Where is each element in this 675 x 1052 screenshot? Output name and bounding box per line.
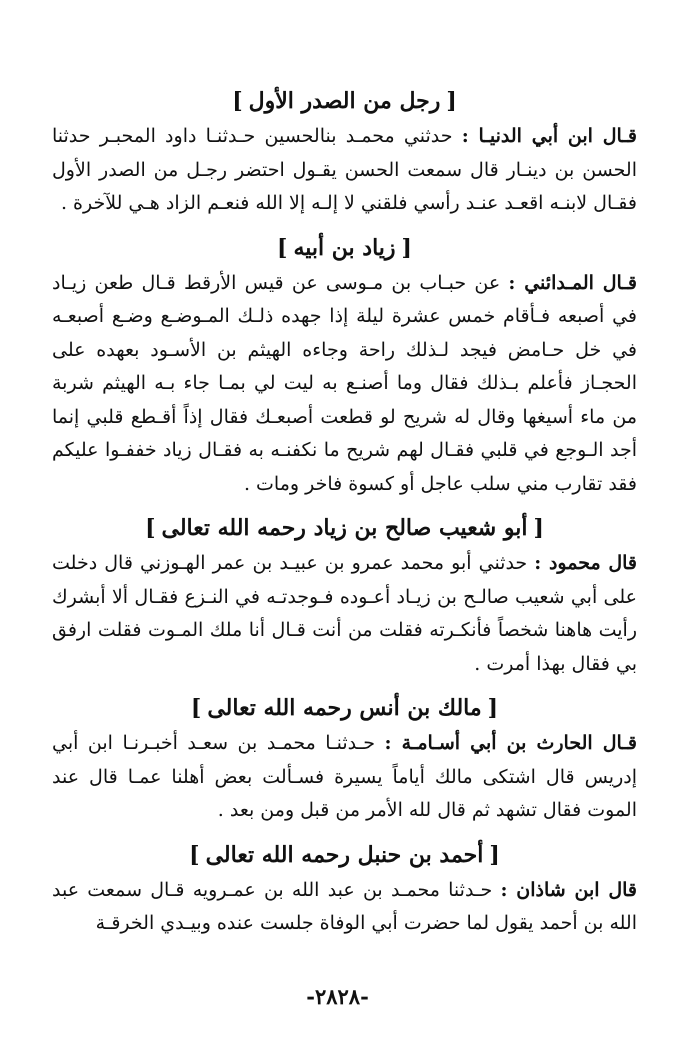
- section-heading: [أبو شعيب صالح بن زياد رحمه الله تعالى]: [145, 515, 544, 541]
- footer-dash-left: -: [306, 984, 315, 1009]
- section-1: [52, 82, 637, 221]
- section-heading: [أحمد بن حنبل رحمه الله تعالى]: [189, 841, 500, 868]
- page-number-footer: [0, 984, 675, 1009]
- paragraph-text: عن حبـاب بن مـوسى عن قيس الأرقط قـال طعن زيـاد في أصبعه فـأقام خمس عشرة ليلة إذا جهده ذلـك المـوضـع وضـع أصبعـه في خل حـامض فيجد لـذلك راحة وجاءه الهيثم بن الأسـود بعهده على الحجـاز فأعلم بـذلك فقال وما أصنـع به ليت لي بمـا جاء بـه الهيثم شربة من ماء أسيغها وقال له شريح لو قطعت أصبعـك فقال إذاً أقـطع قلبي إنما أجد الـوجع في قلبي فقـال لهم شريح ما نكفنـه به فقـال زياد خففـوا عليكم فقد تقارب مني سلب عاجل أو كسوة فاخر ومات .: [52, 271, 637, 495]
- speaker-label: قال ابن شاذان :: [500, 878, 637, 901]
- page-number: ٢٨٢٨: [314, 984, 361, 1009]
- speaker-label: قـال ابن أبي الدنيـا :: [461, 125, 637, 147]
- section-paragraph: [52, 874, 637, 941]
- section-heading: [مالك بن أنس رحمه الله تعالى]: [190, 695, 499, 721]
- paragraph-text: حـدثنـا محمـد بن سعـد أخبـرنـا ابن أبي إدريس قال اشتكى مالك أياماً يسيرة فسـألت بعض أهلنا عمـا قال عند الموت فقال تشهد ثم قال لله الأمر من قبل ومن بعد .: [52, 732, 637, 821]
- speaker-label: قـال الحارث بن أبي أسـامـة :: [384, 732, 637, 754]
- paragraph-text: حـدثنا محمـد بن عبد الله بن عمـرويه قـال سمعت عبد الله بن أحمد يقول لما حضرت أبي الوفاة جلست عنده وبيـدي الخرقـة: [52, 878, 637, 934]
- section-2: [52, 229, 637, 502]
- section-paragraph: [52, 547, 637, 681]
- section-heading: [زياد بن أبيه]: [277, 234, 412, 261]
- speaker-label: قال محمود :: [534, 552, 637, 574]
- paragraph-text: حدثني أبو محمد عمرو بن عبيـد بن عمر الهـوزني قال دخلت على أبي شعيب صالـح بن زيـاد أعـوده فـوجدتـه في النـزع فقـال ألا أبشرك رأيت هاهنا شخصاً فأنكـرته فقلت من أنت قـال أنا ملك المـوت فقلت ارفق بي فقال بهذا أمرت .: [52, 552, 637, 675]
- section-4: [52, 689, 637, 828]
- speaker-label: قـال المـدائني :: [508, 271, 637, 294]
- section-paragraph: [52, 120, 637, 221]
- section-heading: [رجل من الصدر الأول]: [232, 88, 457, 114]
- section-paragraph: [52, 267, 637, 502]
- footer-dash-right: -: [360, 984, 369, 1009]
- section-paragraph: [52, 727, 637, 828]
- paragraph-text: حدثني محمـد بنالحسين حـدثنـا داود المحبـر حدثنا الحسن بن دينـار قال سمعت الحسن يقـول احتضر رجـل من الصدر الأول فقـال لابنـه اقعـد عنـد رأسي فلقني لا إلـه إلا الله فنعـم الزاد هـي للآخرة .: [52, 125, 637, 214]
- section-3: [52, 509, 637, 681]
- section-5: [52, 836, 637, 941]
